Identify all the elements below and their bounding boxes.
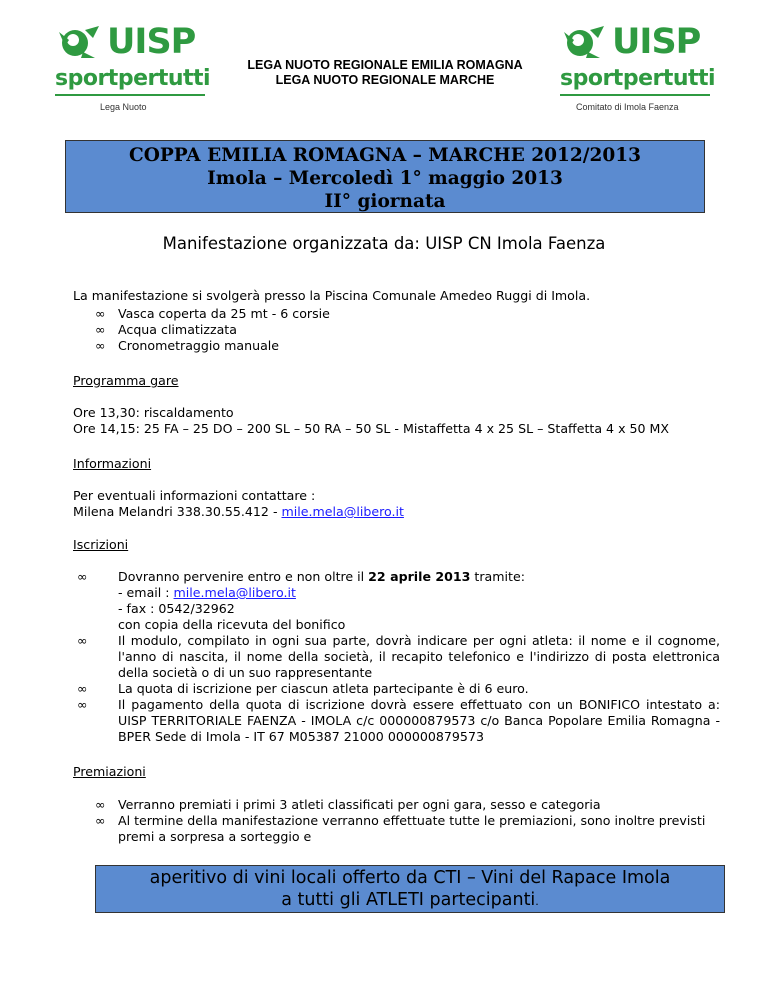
- bullet-icon: ∞: [95, 338, 106, 353]
- league-line-2: LEGA NUOTO REGIONALE MARCHE: [275, 73, 495, 87]
- programma-line: Ore 14,15: 25 FA – 25 DO – 200 SL – 50 RA – 50 SL - Mistaffetta 4 x 25 SL – Staffetta 4 x 50 MX: [73, 421, 670, 436]
- bullet-icon: ∞: [95, 813, 106, 828]
- iscrizioni-deadline: Dovranno pervenire entro e non oltre il 22 aprile 2013 tramite:: [118, 569, 525, 584]
- logo-subtitle: Comitato di Imola Faenza: [576, 102, 679, 112]
- bullet-icon: ∞: [95, 306, 106, 321]
- organizer-line: Manifestazione organizzata da: UISP CN Imola Faenza: [162, 234, 606, 253]
- iscrizioni-email: - email : mile.mela@libero.it: [118, 585, 296, 600]
- league-header: [220, 58, 550, 88]
- premiazioni-heading: Premiazioni: [73, 764, 146, 779]
- venue-item: Cronometraggio manuale: [118, 338, 280, 353]
- logo-brand: UISP: [107, 22, 196, 62]
- logo-subtitle: Lega Nuoto: [100, 102, 147, 112]
- premiazioni-item: Al termine della manifestazione verranno effettuate tutte le premiazioni, sono inoltre previsti premi a sorpresa a sorteggio e: [118, 813, 706, 844]
- email-link[interactable]: mile.mela@libero.it: [173, 585, 296, 600]
- iscrizioni-quota: La quota di iscrizione per ciascun atleta partecipante è di 6 euro.: [118, 681, 529, 696]
- bullet-icon: ∞: [95, 322, 106, 337]
- info-contact: [73, 504, 404, 520]
- aperitivo-box: [95, 865, 725, 913]
- event-title-box: [65, 140, 705, 213]
- email-link[interactable]: mile.mela@libero.it: [281, 504, 404, 519]
- logo-divider: [55, 94, 205, 96]
- venue-item: Acqua climatizzata: [118, 322, 237, 337]
- event-date: Imola – Mercoledì 1° maggio 2013: [207, 168, 563, 189]
- programma-line: Ore 13,30: riscaldamento: [73, 405, 234, 420]
- bullet-icon: ∞: [95, 797, 106, 812]
- venue-item: Vasca coperta da 25 mt - 6 corsie: [118, 306, 330, 321]
- event-title: COPPA EMILIA ROMAGNA – MARCHE 2012/2013: [128, 145, 641, 166]
- iscrizioni-copy: con copia della ricevuta del bonifico: [118, 617, 346, 632]
- bullet-icon: ∞: [77, 633, 88, 648]
- league-line-1: LEGA NUOTO REGIONALE EMILIA ROMAGNA: [247, 58, 523, 72]
- logo-divider: [560, 94, 710, 96]
- iscrizioni-heading: Iscrizioni: [73, 537, 129, 552]
- logo-brand: UISP: [612, 22, 701, 62]
- uisp-emblem-icon: [560, 22, 610, 62]
- info-line: Per eventuali informazioni contattare :: [73, 488, 316, 503]
- iscrizioni-pagamento: Il pagamento della quota di iscrizione dovrà essere effettuato con un BONIFICO intestato a: UISP TERRITORIALE FAENZA - IMOLA c/c 000000879573 c/o Banca Popolare Emilia Romagna - BPER Sede di Imola - IT 67 M05387 21000 000000879573: [118, 697, 720, 744]
- iscrizioni-fax: - fax : 0542/32962: [118, 601, 235, 616]
- uisp-emblem-icon: [55, 22, 105, 62]
- bullet-icon: ∞: [77, 697, 88, 712]
- uisp-logo-left: [55, 22, 215, 112]
- bullet-icon: ∞: [77, 681, 88, 696]
- logo-tagline: sportpertutti: [560, 66, 716, 91]
- logo-tagline: sportpertutti: [55, 66, 211, 91]
- event-round: II° giornata: [324, 191, 446, 212]
- premiazioni-item: Verranno premiati i primi 3 atleti classificati per ogni gara, sesso e categoria: [118, 797, 601, 812]
- venue-intro: La manifestazione si svolgerà presso la Piscina Comunale Amedeo Ruggi di Imola.: [73, 288, 591, 303]
- aperitivo-line-1: aperitivo di vini locali offerto da CTI – Vini del Rapace Imola: [149, 868, 671, 888]
- contact-name: Milena Melandri 338.30.55.412 -: [73, 504, 282, 519]
- uisp-logo-right: [560, 22, 720, 112]
- programma-heading: Programma gare: [73, 373, 179, 388]
- informazioni-heading: Informazioni: [73, 456, 152, 471]
- bullet-icon: ∞: [77, 569, 88, 584]
- deadline-date: 22 aprile 2013: [368, 569, 471, 584]
- iscrizioni-modulo: Il modulo, compilato in ogni sua parte, dovrà indicare per ogni atleta: il nome e il cognome, l'anno di nascita, il nome della società, il recapito telefonico e l'indirizzo di posta elettronica della società o di un suo rappresentante: [118, 633, 720, 680]
- aperitivo-line-2: a tutti gli ATLETI partecipanti.: [281, 890, 539, 910]
